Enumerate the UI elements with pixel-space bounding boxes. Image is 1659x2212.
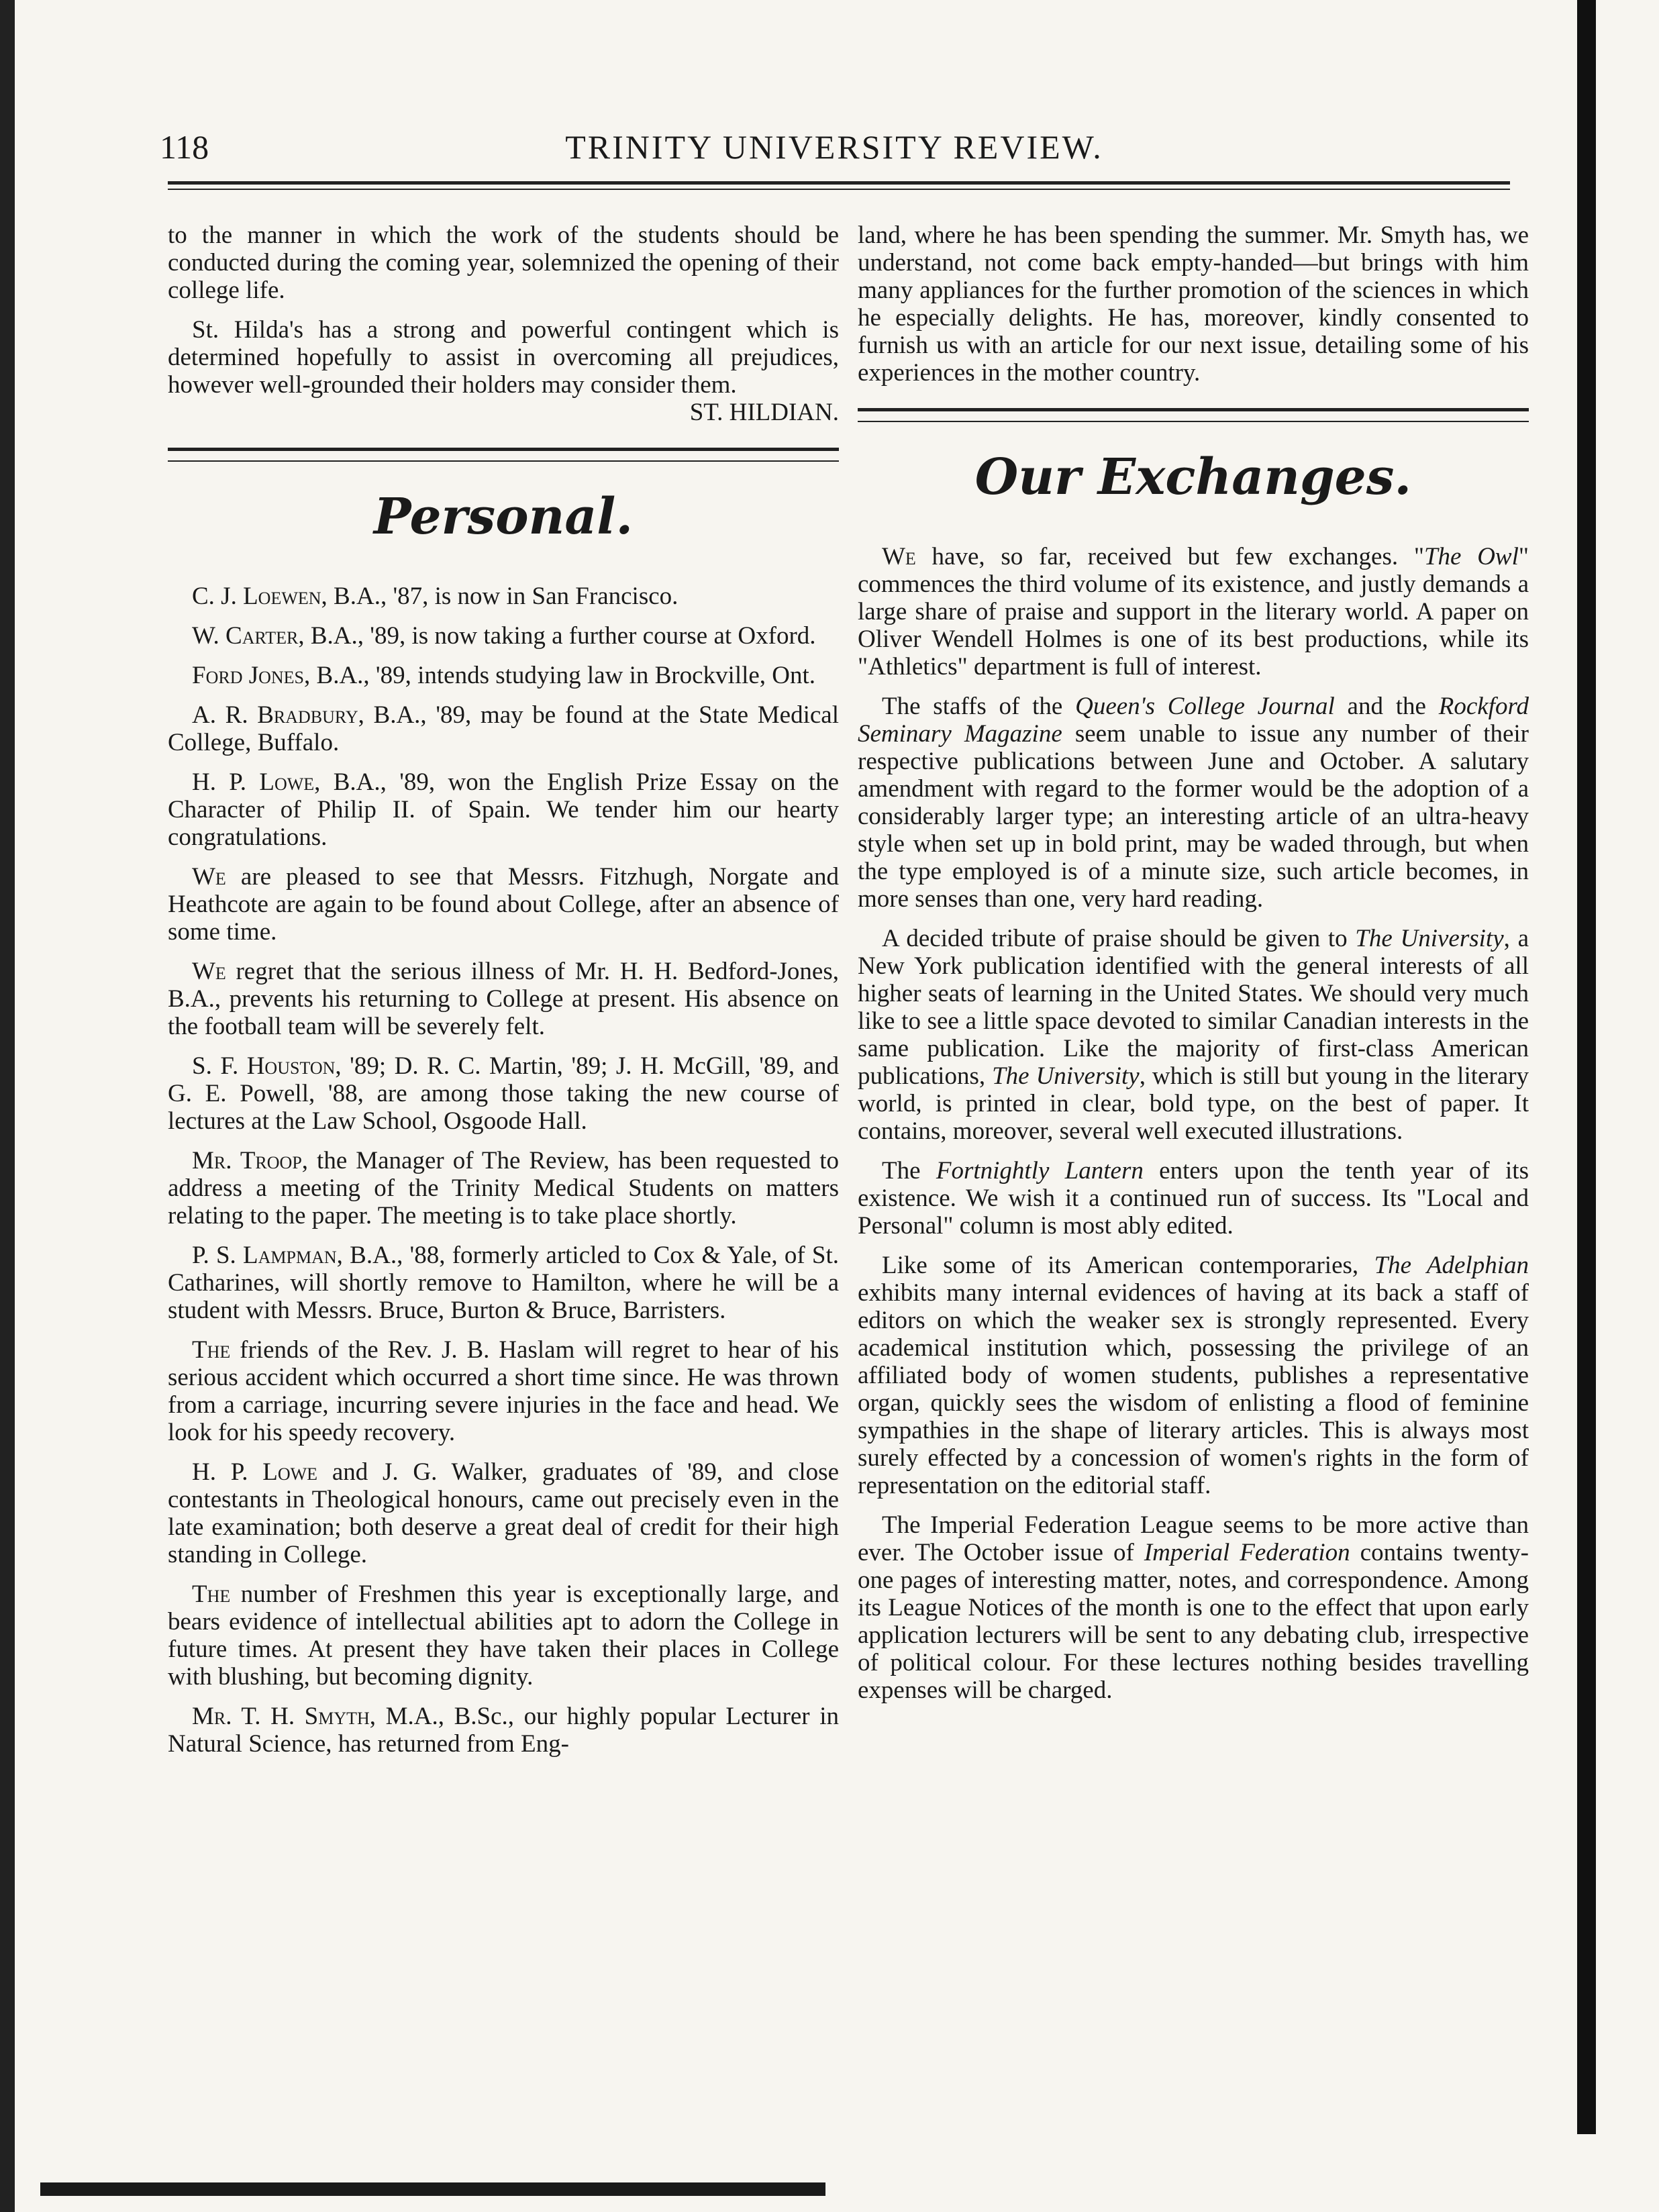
exchange-paragraph: The staffs of the Queen's College Journal and the Rockford Seminary Magazine seem unable to issue any number of their respective publications between June and October. A salutary amendment with regard to the former would be the adoption of a considerably larger type; an interesting article of an ultra-heavy style when set up in bold print, may be waded through, but when the type employed is of a minute size, such article becomes, in more senses than one, very hard reading. xyxy=(858,693,1529,913)
st-hildas-paragraph: St. Hilda's has a strong and powerful contingent which is determined hopefully to assist in overcoming all prejudices, however well-grounded their holders may consider them. xyxy=(168,316,839,399)
personal-item: The number of Freshmen this year is exceptionally large, and bears evidence of intellectual abilities apt to adorn the College in future times. At present they have taken their places in College with blushing, but becoming dignity. xyxy=(168,1580,839,1691)
signature-row xyxy=(168,399,839,426)
signature: ST. HILDIAN. xyxy=(689,399,839,426)
page-number: 118 xyxy=(160,128,209,166)
personal-item: P. S. Lampman, B.A., '88, formerly articled to Cox & Yale, of St. Catharines, will shortly remove to Hamilton, where he will be a student with Messrs. Bruce, Burton & Bruce, Barristers. xyxy=(168,1242,839,1324)
personal-item: We are pleased to see that Messrs. Fitzhugh, Norgate and Heathcote are again to be found about College, after an absence of some time. xyxy=(168,863,839,946)
section-title-exchanges: Our Exchanges. xyxy=(974,448,1412,506)
section-divider xyxy=(858,408,1529,422)
exchange-paragraph: A decided tribute of praise should be given to The University, a New York publication identified with the general interests of all higher seats of learning in the United States. We should very much like to see a little space devoted to similar Canadian interests in the same publication. Like the majority of first-class American publications, The University, which is still but young in the literary world, is printed in clear, bold type, on the best of paper. It contains, moreover, several well executed illustrations. xyxy=(858,925,1529,1145)
exchange-paragraph: The Fortnightly Lantern enters upon the tenth year of its existence. We wish it a continued run of success. Its "Local and Personal" column is most ably edited. xyxy=(858,1157,1529,1240)
personal-item: H. P. Lowe, B.A., '89, won the English Prize Essay on the Character of Philip II. of Spain. We tender him our hearty congratulations. xyxy=(168,768,839,851)
personal-item: The friends of the Rev. J. B. Haslam will regret to hear of his serious accident which occurred a short time since. He was thrown from a carriage, incurring severe injuries in the face and head. We look for his speedy recovery. xyxy=(168,1336,839,1446)
page-header xyxy=(153,122,1515,176)
section-title-personal: Personal. xyxy=(373,488,634,546)
scan-bottom-bar xyxy=(40,2182,825,2196)
section-divider xyxy=(168,448,839,462)
personal-item: A. R. Bradbury, B.A., '89, may be found at the State Medical College, Buffalo. xyxy=(168,701,839,756)
personal-item: C. J. Loewen, B.A., '87, is now in San Francisco. xyxy=(192,583,678,610)
personal-item: We regret that the serious illness of Mr. H. H. Bedford-Jones, B.A., prevents his returning to College at present. His absence on the football team will be severely felt. xyxy=(168,958,839,1040)
smyth-continued: land, where he has been spending the summer. Mr. Smyth has, we understand, not come back empty-handed—but brings with him many appliances for the further promotion of the sciences in which he especially delights. He has, moreover, kindly consented to furnish us with an article for our next issue, detailing some of his experiences in the mother country. xyxy=(858,221,1529,387)
personal-item: Mr. Troop, the Manager of The Review, has been requested to address a meeting of the Trinity Medical Students on matters relating to the paper. The meeting is to take place shortly. xyxy=(168,1147,839,1229)
exchange-paragraph: We have, so far, received but few exchanges. "The Owl" commences the third volume of its existence, and justly demands a large share of praise and support in the literary world. A paper on Oliver Wendell Holmes is one of its best productions, while its "Athletics" department is full of interest. xyxy=(858,543,1529,681)
exchange-paragraph: Like some of its American contemporaries, The Adelphian exhibits many internal evidences of having at its back a staff of editors on which the weaker sex is strongly represented. Every academical institution which, possessing the privilege of an affiliated body of women students, publishes a representative organ, quickly sees the wisdom of enlisting a flood of feminine sympathies in the shape of literary articles. This is always most surely effected by a concession of women's rights in the form of representation on the editorial staff. xyxy=(858,1252,1529,1499)
st-hildas-continued: to the manner in which the work of the students should be conducted during the coming year, solemnized the opening of their college life. xyxy=(168,221,839,304)
running-title: TRINITY UNIVERSITY REVIEW. xyxy=(565,128,1103,166)
scan-binding-bar xyxy=(1577,0,1596,2134)
left-column xyxy=(168,221,839,1770)
right-column xyxy=(858,221,1529,1716)
personal-item: Mr. T. H. Smyth, M.A., B.Sc., our highly popular Lecturer in Natural Science, has returned from Eng- xyxy=(168,1703,839,1758)
personal-item: Ford Jones, B.A., '89, intends studying law in Brockville, Ont. xyxy=(192,662,816,689)
header-rule xyxy=(168,181,1510,185)
personal-item: W. Carter, B.A., '89, is now taking a further course at Oxford. xyxy=(192,622,816,650)
scan-edge-bar xyxy=(0,0,15,2212)
personal-item: H. P. Lowe and J. G. Walker, graduates of '89, and close contestants in Theological honours, came out precisely even in the late examination; both deserve a great deal of credit for their high standing in College. xyxy=(168,1458,839,1568)
personal-item: S. F. Houston, '89; D. R. C. Martin, '89; J. H. McGill, '89, and G. E. Powell, '88, are among those taking the new course of lectures at the Law School, Osgoode Hall. xyxy=(168,1052,839,1135)
exchange-paragraph: The Imperial Federation League seems to be more active than ever. The October issue of Imperial Federation contains twenty-one pages of interesting matter, notes, and correspondence. Among its League Notices of the month is one to the effect that upon early application lecturers will be sent to any debating club, irrespective of political colour. For these lectures nothing besides travelling expenses will be charged. xyxy=(858,1511,1529,1704)
header-rule-thin xyxy=(168,189,1510,190)
